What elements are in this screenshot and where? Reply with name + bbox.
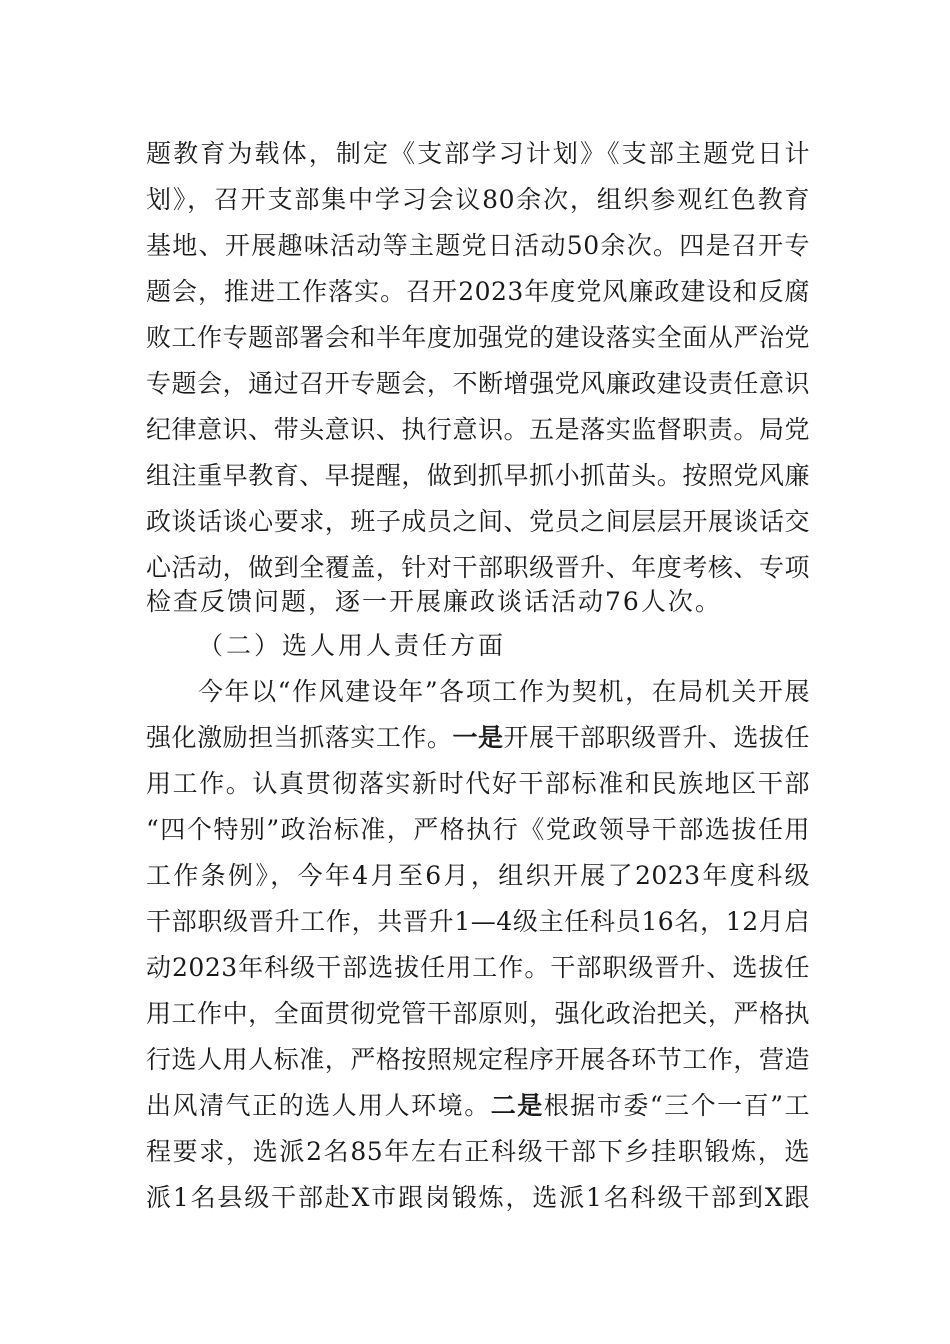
section-heading: （二）选人用人责任方面 bbox=[198, 631, 507, 660]
text-line: 败工作专题部署会和半年度加强党的建设落实全面从严治党 bbox=[146, 323, 810, 352]
text-line: 用工作。认真贯彻落实新时代好干部标准和民族地区干部 bbox=[146, 769, 810, 798]
text-line: 题教育为载体，制定《支部学习计划》《支部主题党日计 bbox=[146, 139, 810, 168]
text-line: 专题会，通过召开专题会，不断增强党风廉政建设责任意识 bbox=[146, 369, 810, 398]
text-line: 派1名县级干部赴X市跟岗锻炼，选派1名科级干部到X跟 bbox=[146, 1183, 810, 1212]
text-line: 干部职级晋升工作，共晋升1—4级主任科员16名，12月启 bbox=[146, 907, 810, 936]
text-line: 政谈话谈心要求，班子成员之间、党员之间层层开展谈话交 bbox=[146, 507, 810, 536]
text-line: 划》，召开支部集中学习会议80余次，组织参观红色教育 bbox=[146, 185, 810, 214]
text-line: 纪律意识、带头意识、执行意识。五是落实监督职责。局党 bbox=[146, 415, 810, 444]
text-line: 题会，推进工作落实。召开2023年度党风廉政建设和反腐 bbox=[146, 277, 810, 306]
text-line: “四个特别”政治标准，严格执行《党政领导干部选拔任用 bbox=[146, 815, 810, 844]
text-line: 程要求，选派2名85年左右正科级干部下乡挂职锻炼，选 bbox=[146, 1137, 810, 1166]
text-run: 根据市委“三个一百”工 bbox=[543, 1091, 810, 1120]
text-line: 行选人用人标准，严格按照规定程序开展各环节工作，营造 bbox=[146, 1045, 810, 1074]
text-run: 强化激励担当抓落实工作。 bbox=[146, 723, 453, 752]
emphasis-text: 二是 bbox=[490, 1091, 544, 1120]
text-line: 组注重早教育、早提醒，做到抓早抓小抓苗头。按照党风廉 bbox=[146, 461, 810, 490]
text-line: 检查反馈问题，逐一开展廉政谈话活动76人次。 bbox=[146, 587, 722, 616]
text-line: 今年以“作风建设年”各项工作为契机，在局机关开展 bbox=[198, 677, 810, 706]
emphasis-text: 一是 bbox=[452, 723, 504, 752]
text-line: 动2023年科级干部选拔任用工作。干部职级晋升、选拔任 bbox=[146, 953, 810, 982]
text-line: 心活动，做到全覆盖，针对干部职级晋升、年度考核、专项 bbox=[146, 553, 810, 582]
text-run: 出风清气正的选人用人环境。 bbox=[146, 1091, 491, 1120]
text-line: 工作条例》，今年4月至6月，组织开展了2023年度科级 bbox=[146, 861, 810, 890]
text-line bbox=[146, 1086, 810, 1126]
text-line bbox=[146, 718, 810, 758]
text-line: 基地、开展趣味活动等主题党日活动50余次。四是召开专 bbox=[146, 231, 810, 260]
text-line: 用工作中，全面贯彻党管干部原则，强化政治把关，严格执 bbox=[146, 999, 810, 1028]
text-run: 开展干部职级晋升、选拔任 bbox=[503, 723, 810, 752]
